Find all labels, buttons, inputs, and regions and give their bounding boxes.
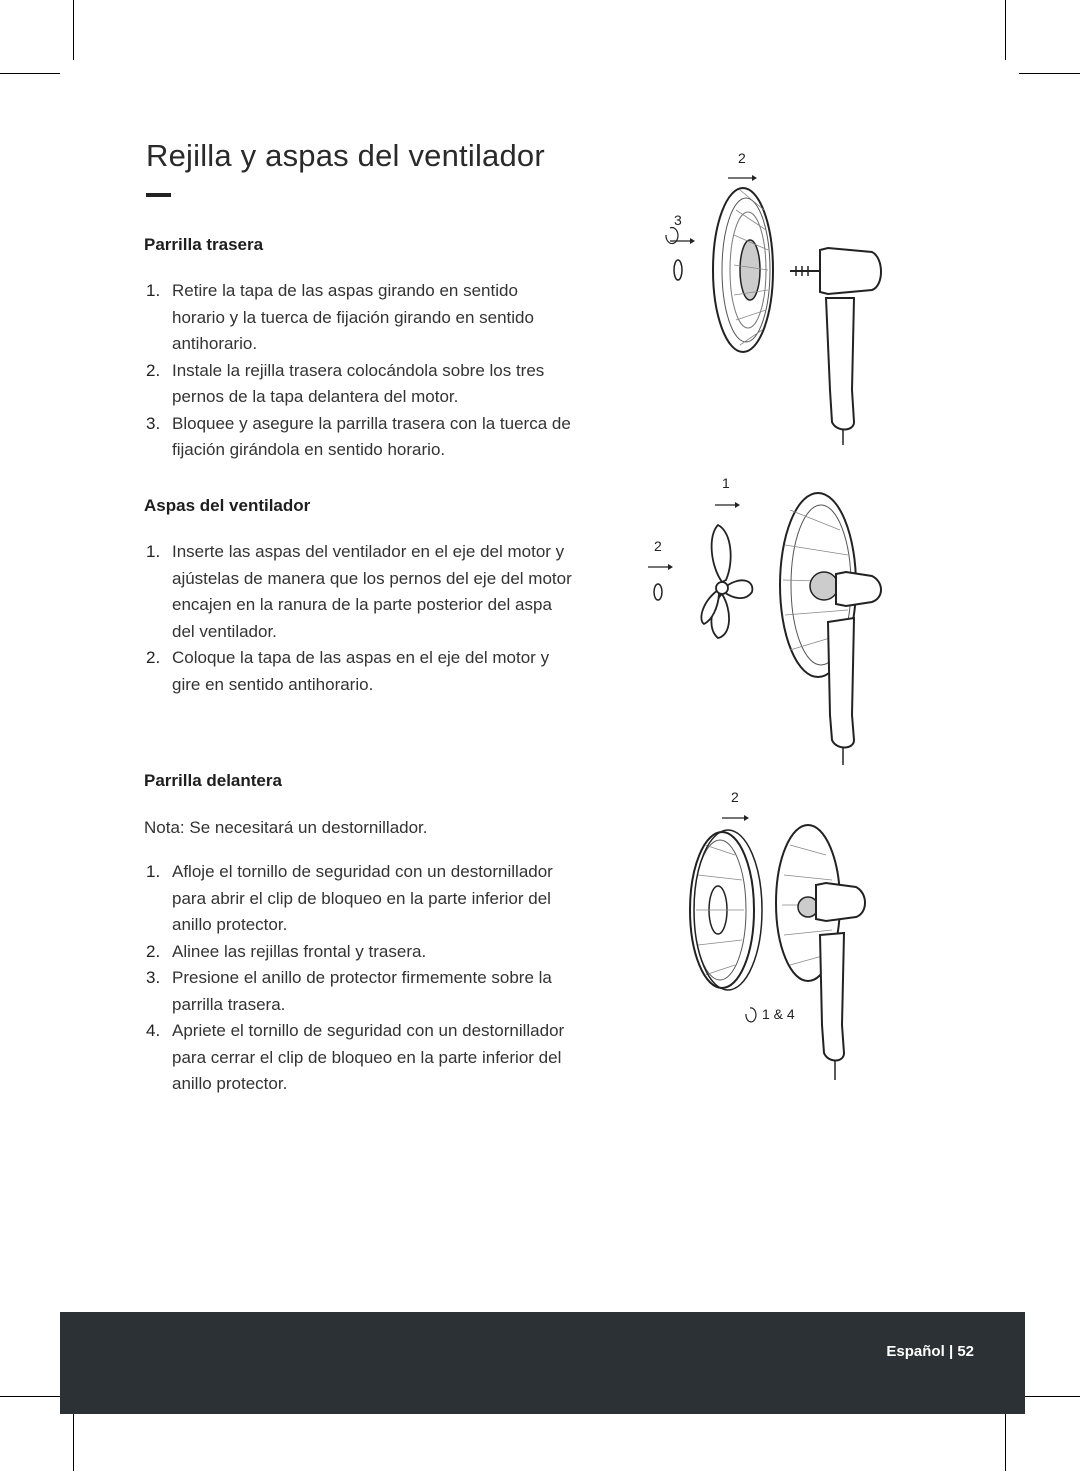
blade-icon [701, 525, 752, 638]
list-item [144, 1018, 574, 1098]
figure-rear-grille [640, 140, 910, 450]
list-item [144, 965, 574, 1018]
step-label: 2 [731, 789, 739, 805]
crop-mark [73, 1411, 74, 1471]
section-heading: Aspas del ventilador [144, 496, 311, 515]
fan-stand-icon [790, 248, 881, 445]
step-label: 3 [674, 212, 682, 228]
section-parrilla-delantera [144, 771, 574, 1098]
step-number: 2. [146, 941, 161, 961]
crop-mark [1019, 73, 1080, 74]
step-text: Retire la tapa de las aspas girando en sentido horario y la tuerca de fijación girando en sentido antihorario. [172, 281, 534, 353]
steps-list [144, 539, 574, 698]
step-number: 3. [146, 413, 161, 433]
step-number: 2. [146, 360, 161, 380]
step-number: 2. [146, 648, 161, 667]
step-number: 1. [146, 542, 161, 561]
front-grille-diagram [680, 785, 900, 1085]
crop-mark [73, 0, 74, 60]
list-item [144, 939, 574, 966]
figure-front-grille [680, 785, 900, 1085]
list-item [144, 539, 574, 645]
step-label: 2 [654, 538, 662, 554]
note-text: Nota: Se necesitará un destornillador. [144, 818, 428, 837]
steps-list [144, 278, 574, 464]
step-text: Instale la rejilla trasera colocándola sobre los tres pernos de la tapa delantera del motor. [172, 360, 545, 406]
steps-list [144, 859, 574, 1098]
fan-blades-diagram [640, 470, 910, 770]
step-text: Bloquee y asegure la parrilla trasera con la tuerca de fijación girándola en sentido horario. [172, 413, 571, 459]
list-item [144, 278, 574, 358]
crop-mark [1005, 0, 1006, 60]
list-item [144, 859, 574, 939]
step-text: Presione el anillo de protector firmemente sobre la parrilla trasera. [172, 968, 552, 1014]
step-number: 1. [146, 281, 161, 300]
title-underline [146, 193, 171, 197]
fan-stand-icon [776, 825, 865, 1080]
step-text: Apriete el tornillo de seguridad con un destornillador para cerrar el clip de bloqueo en la parte inferior del anillo protector. [172, 1021, 565, 1093]
list-item [144, 645, 574, 698]
step-number: 1. [146, 862, 161, 881]
step-number: 3. [146, 968, 161, 987]
step-text: Alinee las rejillas frontal y trasera. [172, 941, 427, 961]
rear-grille-diagram [640, 140, 910, 450]
step-text: Coloque la tapa de las aspas en el eje del motor y gire en sentido antihorario. [172, 648, 550, 694]
crop-mark [1019, 1396, 1080, 1397]
crop-mark [0, 73, 60, 74]
section-heading: Parrilla delantera [144, 771, 282, 790]
grille-icon [713, 188, 773, 352]
rotate-icon [746, 1008, 756, 1022]
step-text: Afloje el tornillo de seguridad con un destornillador para abrir el clip de bloqueo en la parte inferior del anillo protector. [172, 862, 553, 934]
crop-mark [1005, 1411, 1006, 1471]
list-item [144, 411, 574, 464]
section-heading: Parrilla trasera [144, 235, 264, 254]
fan-stand-icon [780, 493, 881, 765]
step-label: 2 [738, 150, 746, 166]
footer-page-label [886, 1343, 974, 1360]
step-number: 4. [146, 1021, 161, 1040]
footer-bar [60, 1312, 1025, 1414]
step-label: 1 & 4 [762, 1006, 795, 1022]
page-number: 52 [957, 1343, 974, 1360]
footer-language: Español [886, 1343, 945, 1360]
list-item [144, 358, 574, 411]
step-label: 1 [722, 475, 730, 491]
crop-mark [0, 1396, 60, 1397]
section-aspas-ventilador [144, 496, 574, 698]
section-parrilla-trasera [144, 235, 574, 464]
figure-fan-blades [640, 470, 910, 770]
page-title: Rejilla y aspas del ventilador [146, 138, 545, 173]
step-text: Inserte las aspas del ventilador en el eje del motor y ajústelas de manera que los pernos del eje del motor encajen en la ranura de la parte posterior del aspa del ventilador. [172, 542, 572, 641]
footer-separator: | [948, 1343, 954, 1360]
grille-icon [690, 830, 762, 990]
